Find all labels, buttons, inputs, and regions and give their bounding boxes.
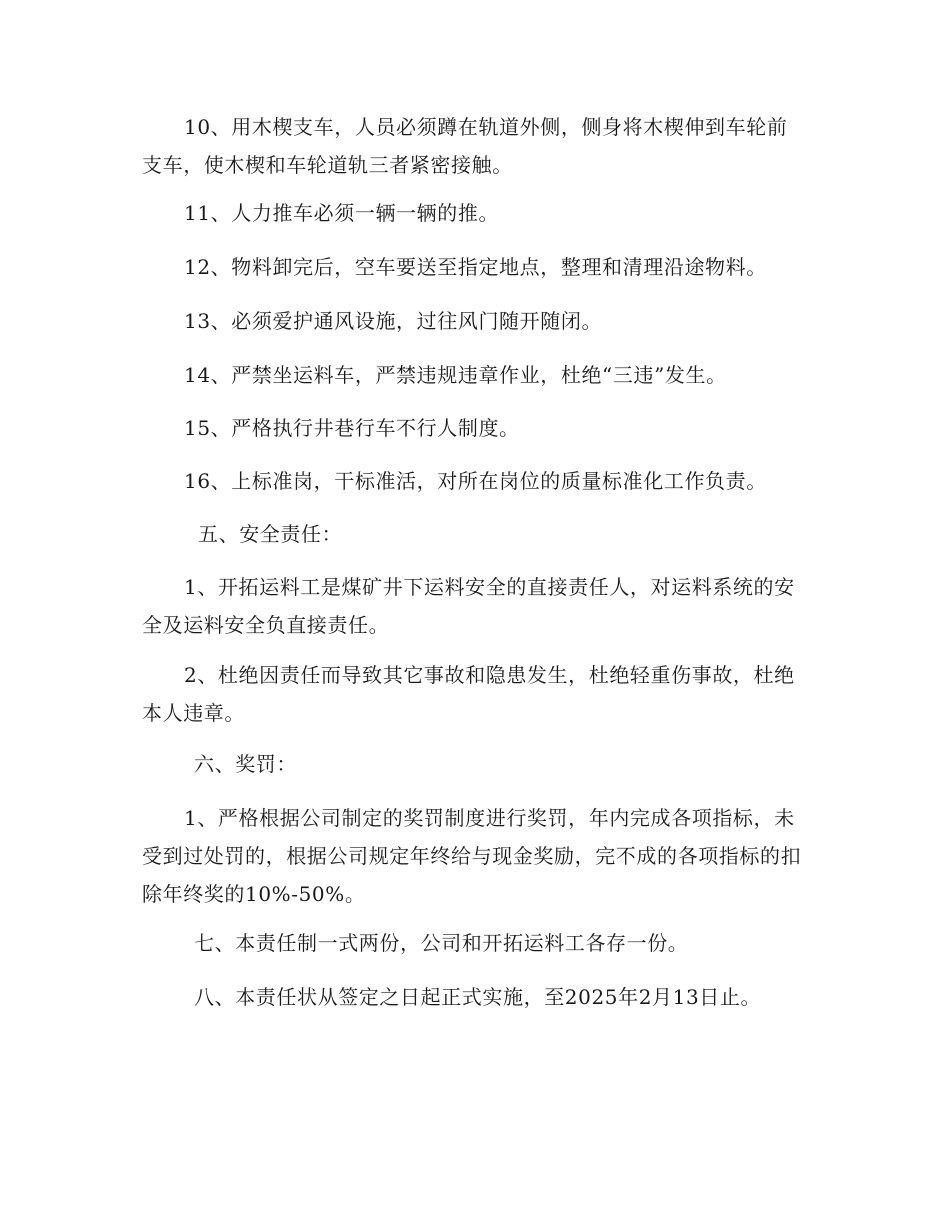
paragraph-item-12: 12、物料卸完后，空车要送至指定地点，整理和清理沿途物料。: [184, 255, 767, 279]
section-heading-safety-responsibility: 五、安全责任：: [198, 522, 343, 546]
paragraph-effective-date: 八、本责任状从签定之日起正式实施，至2025年2月13日止。: [194, 985, 762, 1009]
paragraph-rewards-1: 1、严格根据公司制定的奖罚制度进行奖罚，年内完成各项指标，未受到过处罚的，根据公司规定年终给与现金奖励，完不成的各项指标的扣除年终奖的10%-50%。: [142, 806, 802, 906]
paragraph-item-11: 11、人力推车必须一辆一辆的推。: [184, 201, 500, 225]
paragraph-item-10: 10、用木楔支车，人员必须蹲在轨道外侧，侧身将木楔伸到车轮前支车，使木楔和车轮道轨三者紧密接触。: [142, 115, 788, 177]
paragraph-safety-1: 1、开拓运料工是煤矿井下运料安全的直接责任人，对运料系统的安全及运料安全负直接责任。: [142, 575, 795, 637]
paragraph-item-13: 13、必须爱护通风设施，过往风门随开随闭。: [184, 309, 603, 333]
section-heading-rewards-penalties: 六、奖罚：: [194, 752, 297, 776]
paragraph-item-14: 14、严禁坐运料车，严禁违规违章作业，杜绝“三违”发生。: [184, 363, 727, 387]
paragraph-safety-2: 2、杜绝因责任而导致其它事故和隐患发生，杜绝轻重伤事故，杜绝本人违章。: [142, 663, 795, 725]
paragraph-item-16: 16、上标准岗，干标准活，对所在岗位的质量标准化工作负责。: [184, 469, 767, 493]
paragraph-item-15: 15、严格执行井巷行车不行人制度。: [184, 416, 520, 440]
paragraph-copies: 七、本责任制一式两份，公司和开拓运料工各存一份。: [194, 931, 689, 955]
